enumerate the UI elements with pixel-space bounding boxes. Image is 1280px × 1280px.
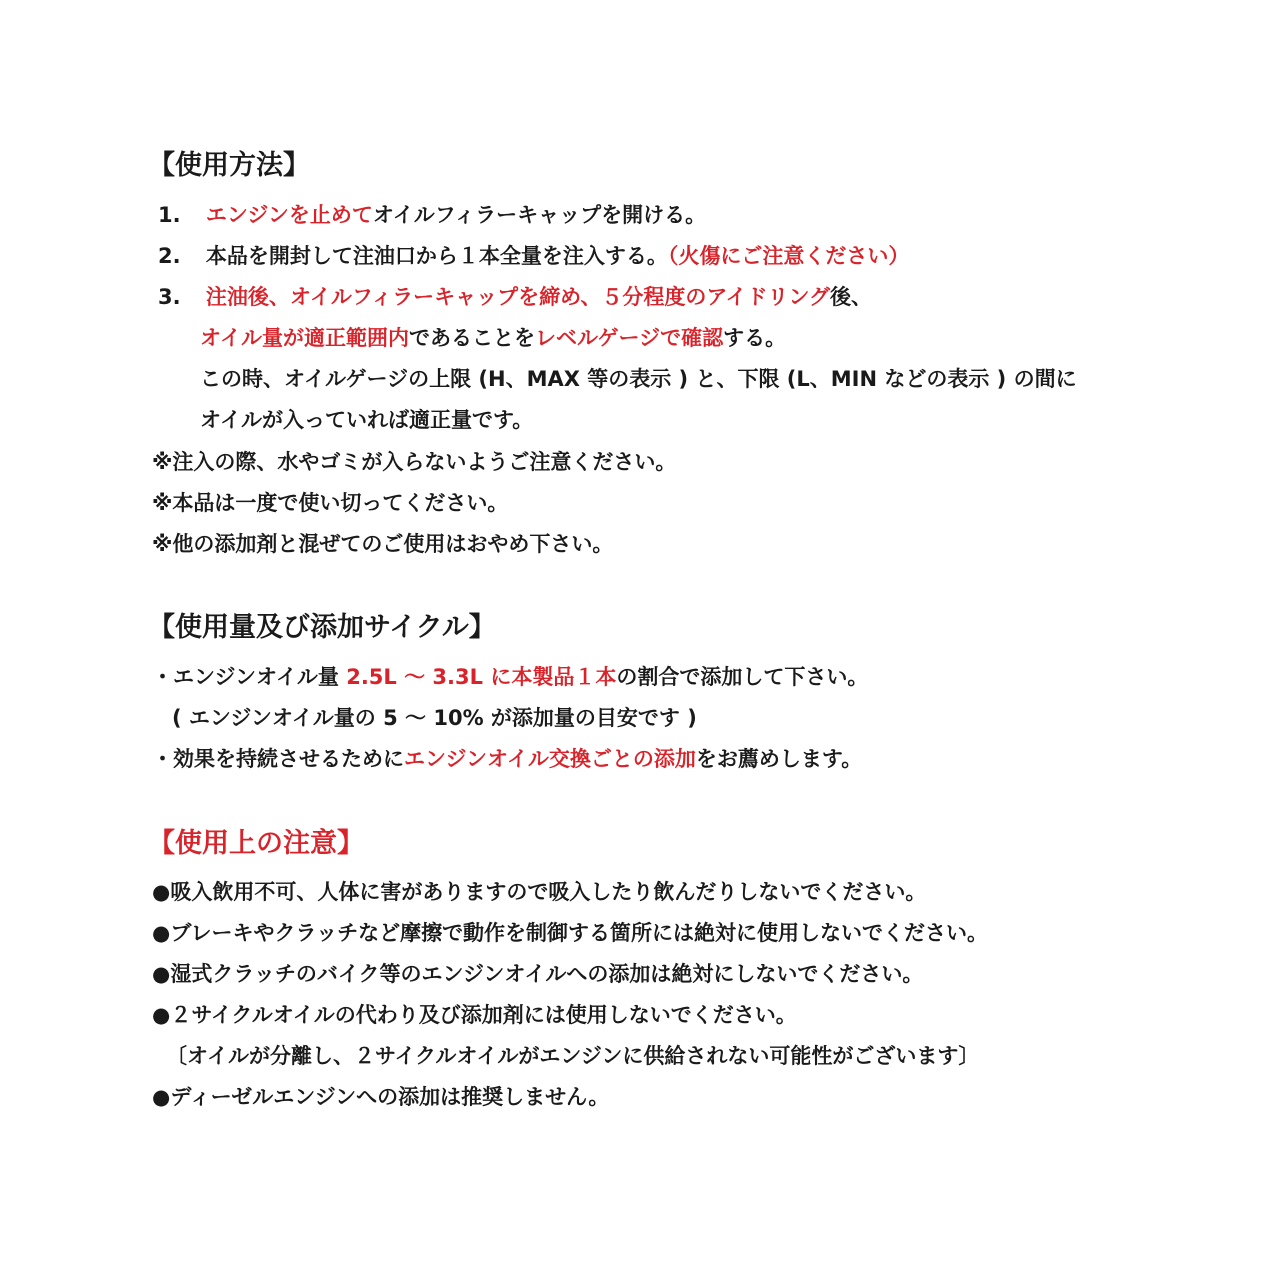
step-3-emphasis-3: レベルゲージで確認 xyxy=(534,326,724,350)
step-1-emphasis: エンジンを止めて xyxy=(205,203,373,227)
step-3-text-3: する。 xyxy=(723,326,787,350)
usage-note-2: ※本品は一度で使い切ってください。 xyxy=(152,491,509,515)
usage-step-2 xyxy=(158,242,909,270)
step-2-text: 本品を開封して注油口から１本全量を注入する。 xyxy=(205,244,668,268)
step-number: 2. xyxy=(158,244,181,268)
usage-heading: 【使用方法】 xyxy=(148,150,310,181)
usage-note-3: ※他の添加剤と混ぜてのご使用はおやめ下さい。 xyxy=(152,532,614,556)
usage-step-1 xyxy=(158,201,706,229)
step-number: 3. xyxy=(158,285,181,309)
caution-item-3: ●湿式クラッチのバイク等のエンジンオイルへの添加は絶対にしないでください。 xyxy=(152,962,924,986)
amount-item-1-post: の割合で添加して下さい。 xyxy=(616,665,869,689)
step-3-text-1: 後、 xyxy=(830,285,873,309)
amount-item-1-sub: ( エンジンオイル量の 5 〜 10% が添加量の目安です ) xyxy=(172,706,697,730)
step-3-text-2: であることを xyxy=(408,326,535,350)
caution-item-4: ●２サイクルオイルの代わり及び添加剤には使用しないでください。 xyxy=(152,1003,797,1027)
step-2-warning: （火傷にご注意ください） xyxy=(667,244,910,268)
step-1-text: オイルフィラーキャップを開ける。 xyxy=(372,203,707,227)
caution-item-4-sub: 〔オイルが分離し、２サイクルオイルがエンジンに供給されない可能性がございます〕 xyxy=(166,1044,980,1068)
amount-heading: 【使用量及び添加サイクル】 xyxy=(148,612,496,643)
usage-step-3-line-4: オイルが入っていれば適正量です。 xyxy=(200,408,534,432)
caution-item-2: ●ブレーキやクラッチなど摩擦で動作を制御する箇所には絶対に使用しないでください。 xyxy=(152,921,989,945)
usage-step-3-line-2 xyxy=(200,324,786,352)
amount-item-1 xyxy=(152,663,868,691)
amount-item-1-emphasis: 2.5L 〜 3.3L に本製品１本 xyxy=(346,665,617,689)
usage-step-3 xyxy=(158,283,872,311)
amount-item-2-emphasis: エンジンオイル交換ごとの添加 xyxy=(404,747,696,771)
step-3-emphasis-1: 注油後、オイルフィラーキャップを締め、５分程度のアイドリング xyxy=(205,285,831,309)
caution-heading: 【使用上の注意】 xyxy=(148,828,364,859)
usage-note-1: ※注入の際、水やゴミが入らないようご注意ください。 xyxy=(152,450,677,474)
amount-item-2-post: をお薦めします。 xyxy=(695,747,863,771)
caution-item-1: ●吸入飲用不可、人体に害がありますので吸入したり飲んだりしないでください。 xyxy=(152,880,927,904)
amount-item-2-pre: ・効果を持続させるために xyxy=(152,747,404,771)
caution-item-5: ●ディーゼルエンジンへの添加は推奨しません。 xyxy=(152,1085,610,1109)
step-number: 1. xyxy=(158,203,181,227)
amount-item-1-pre: ・エンジンオイル量 xyxy=(152,665,347,689)
usage-step-3-line-3: この時、オイルゲージの上限 (H、MAX 等の表示 ) と、下限 (L、MIN などの表示 ) の間に xyxy=(200,367,1077,391)
amount-item-2 xyxy=(152,745,862,773)
step-3-emphasis-2: オイル量が適正範囲内 xyxy=(200,326,409,350)
